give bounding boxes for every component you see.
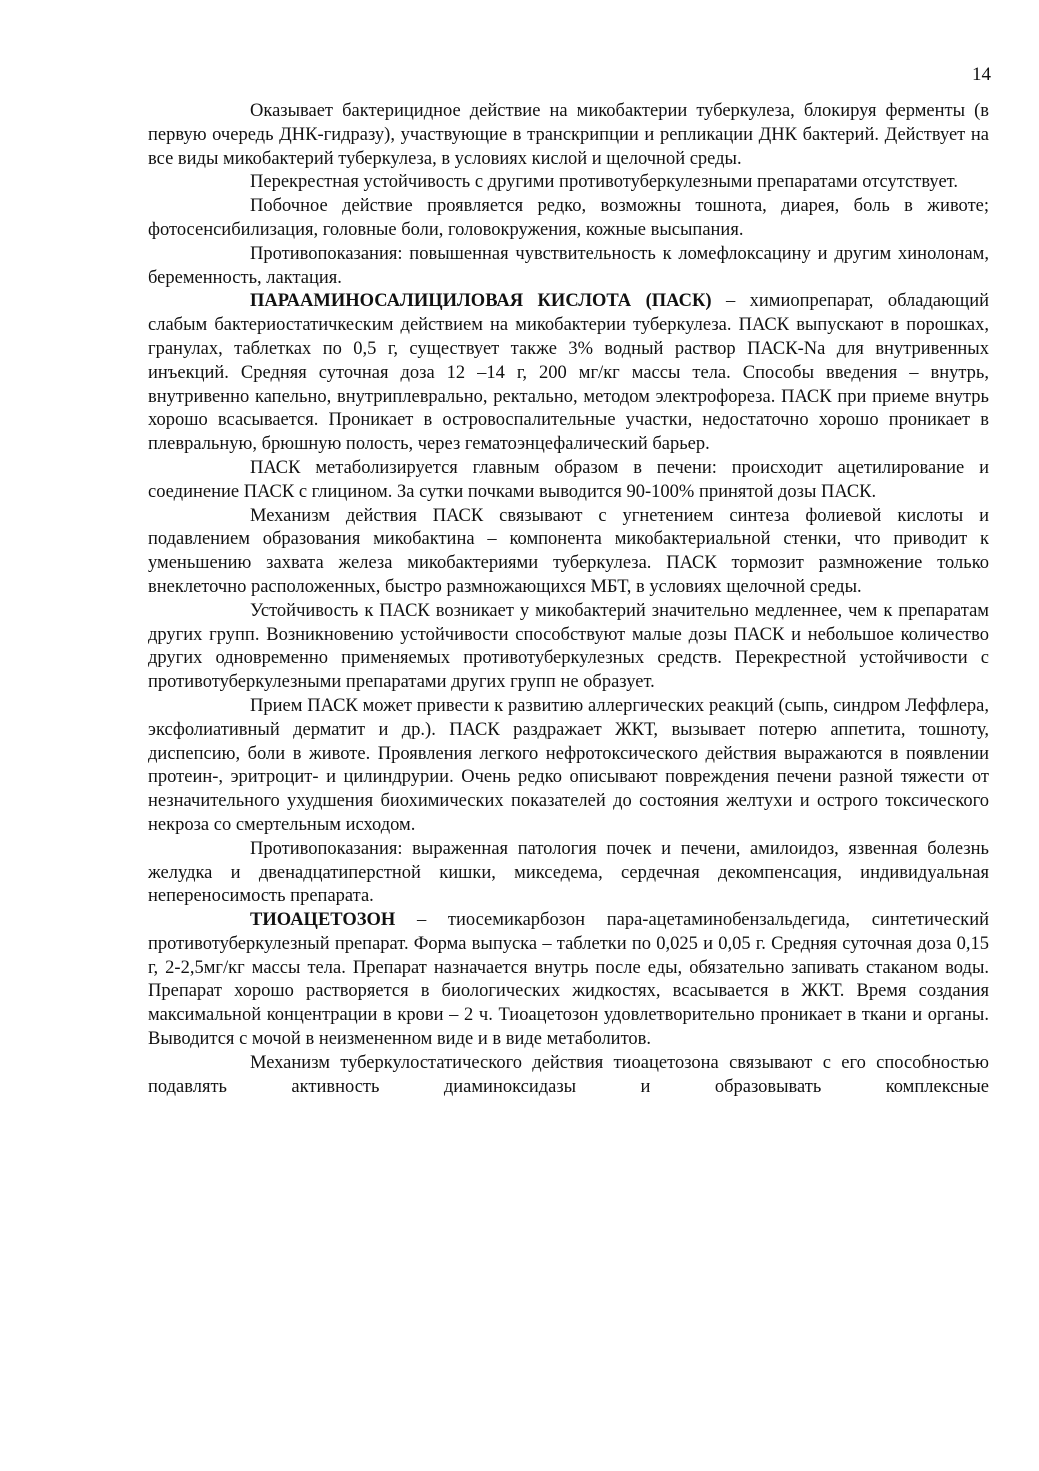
paragraph-text: Механизм действия ПАСК связывают с угнетением синтеза фолиевой кислоты и подавлением образования микобактина – компонента микобактериальной стенки, что приводит к уменьшению захвата железа микобактериями туберкулеза. ПАСК тормозит размножение только внеклеточно расположенных, быстро размножающихся МБТ, в условиях щелочной среды. [148,505,989,597]
paragraph-thioacetazone-mechanism [148,1052,989,1100]
paragraph-pask-side-effects [148,695,989,838]
paragraph-text: Побочное действие проявляется редко, возможны тошнота, диарея, боль в животе; фотосенсибилизация, головные боли, головокружения, кожные высыпания. [148,196,989,240]
paragraph-text: – тиосемикарбозон пара-ацетаминобензальдегида, синтетический противотуберкулезный препарат. Форма выпуска – таблетки по 0,025 и 0,05 г. Средняя суточная доза 0,15 г, 2-2,5мг/кг массы тела. Препарат назначается внутрь после еды, обязательно запивать стаканом воды. Препарат хорошо растворяется в биологических жидкостях, всасывается в ЖКТ. Время создания максимальной концентрации в крови – 2 ч. Тиоацетозон удовлетворительно проникает в ткани и органы. Выводится с мочой в неизмененном виде и в виде метаболитов. [148,910,989,1050]
paragraph-text: Прием ПАСК может привести к развитию аллергических реакций (сыпь, синдром Леффлера, эксфолиативный дерматит и др.). ПАСК раздражает ЖКТ, вызывает потерю аппетита, тошноту, диспепсию, боли в животе. Проявления легкого нефротоксического действия выражаются в появлении протеин-, эритроцит- и цилиндрурии. Очень редко описывают повреждения печени разной тяжести от незначительного ухудшения биохимических показателей до состояния желтухи и острого токсического некроза со смертельным исходом. [148,695,989,835]
paragraph-pask-metabolism [148,457,989,505]
paragraph-pask-intro [148,290,989,457]
paragraph-text: Противопоказания: повышенная чувствительность к ломефлоксацину и другим хинолонам, беременность, лактация. [148,243,989,288]
paragraph-pask-mechanism [148,505,989,600]
paragraph-text: Устойчивость к ПАСК возникает у микобактерий значительно медленнее, чем к препаратам других групп. Возникновению устойчивости способствуют малые дозы ПАСК и небольшое количество других одновременно применяемых противотуберкулезных средств. Перекрестной устойчивости с противотуберкулезными препаратами других групп не образует. [148,600,989,693]
paragraph-pask-contraindications [148,838,989,909]
paragraph-side-effects [148,195,989,243]
drug-term-pask: ПАРААМИНОСАЛИЦИЛОВАЯ КИСЛОТА (ПАСК) [250,291,712,312]
paragraph-text: ПАСК метаболизируется главным образом в печени: происходит ацетилирование и соединение ПАСК с глицином. За сутки почками выводится 90-100% принятой дозы ПАСК. [148,457,989,502]
paragraph-text: – химиопрепарат, обладающий слабым бактериостатичкеским действием на микобактерии туберкулеза. ПАСК выпускают в порошках, гранулах, таблетках по 0,5 г, существует также 3% водный раствор ПАСК-Na для внутривенных инъекций. Средняя суточная доза 12 –14 г, 200 мг/кг массы тела. Способы введения – внутрь, внутривенно капельно, внутриплеврально, ректально, методом электрофореза. ПАСК при приеме внутрь хорошо всасывается. Проникает в островоспалительные участки, недостаточно хорошо проникает в плевральную, брюшную полость, через гематоэнцефалический барьер. [148,291,989,455]
paragraph-moxifloxacin-action [148,100,989,171]
page-number: 14 [972,64,991,85]
paragraph-cross-resistance [148,171,989,195]
paragraph-text: Перекрестная устойчивость с другими противотуберкулезными препаратами отсутствует. [250,172,958,193]
paragraph-text: Противопоказания: выраженная патология почек и печени, амилоидоз, язвенная болезнь желудка и двенадцатиперстной кишки, микседема, сердечная декомпенсация, индивидуальная непереносимость препарата. [148,838,989,907]
drug-term-thioacetazone: ТИОАЦЕТОЗОН [250,910,396,931]
paragraph-contraindications [148,243,989,291]
body-text [148,100,989,1099]
paragraph-pask-resistance [148,600,989,695]
paragraph-thioacetazone-intro [148,909,989,1052]
paragraph-text: Оказывает бактерицидное действие на микобактерии туберкулеза, блокируя ферменты (в первую очередь ДНК-гидразу), участвующие в транскрипции и репликации ДНК бактерий. Действует на все виды микобактерий туберкулеза, в условиях кислой и щелочной среды. [148,101,989,169]
paragraph-text: Механизм туберкулостатического действия тиоацетозона связывают с его способностью подавлять активность диаминоксидазы и образовывать комплексные [148,1052,989,1097]
